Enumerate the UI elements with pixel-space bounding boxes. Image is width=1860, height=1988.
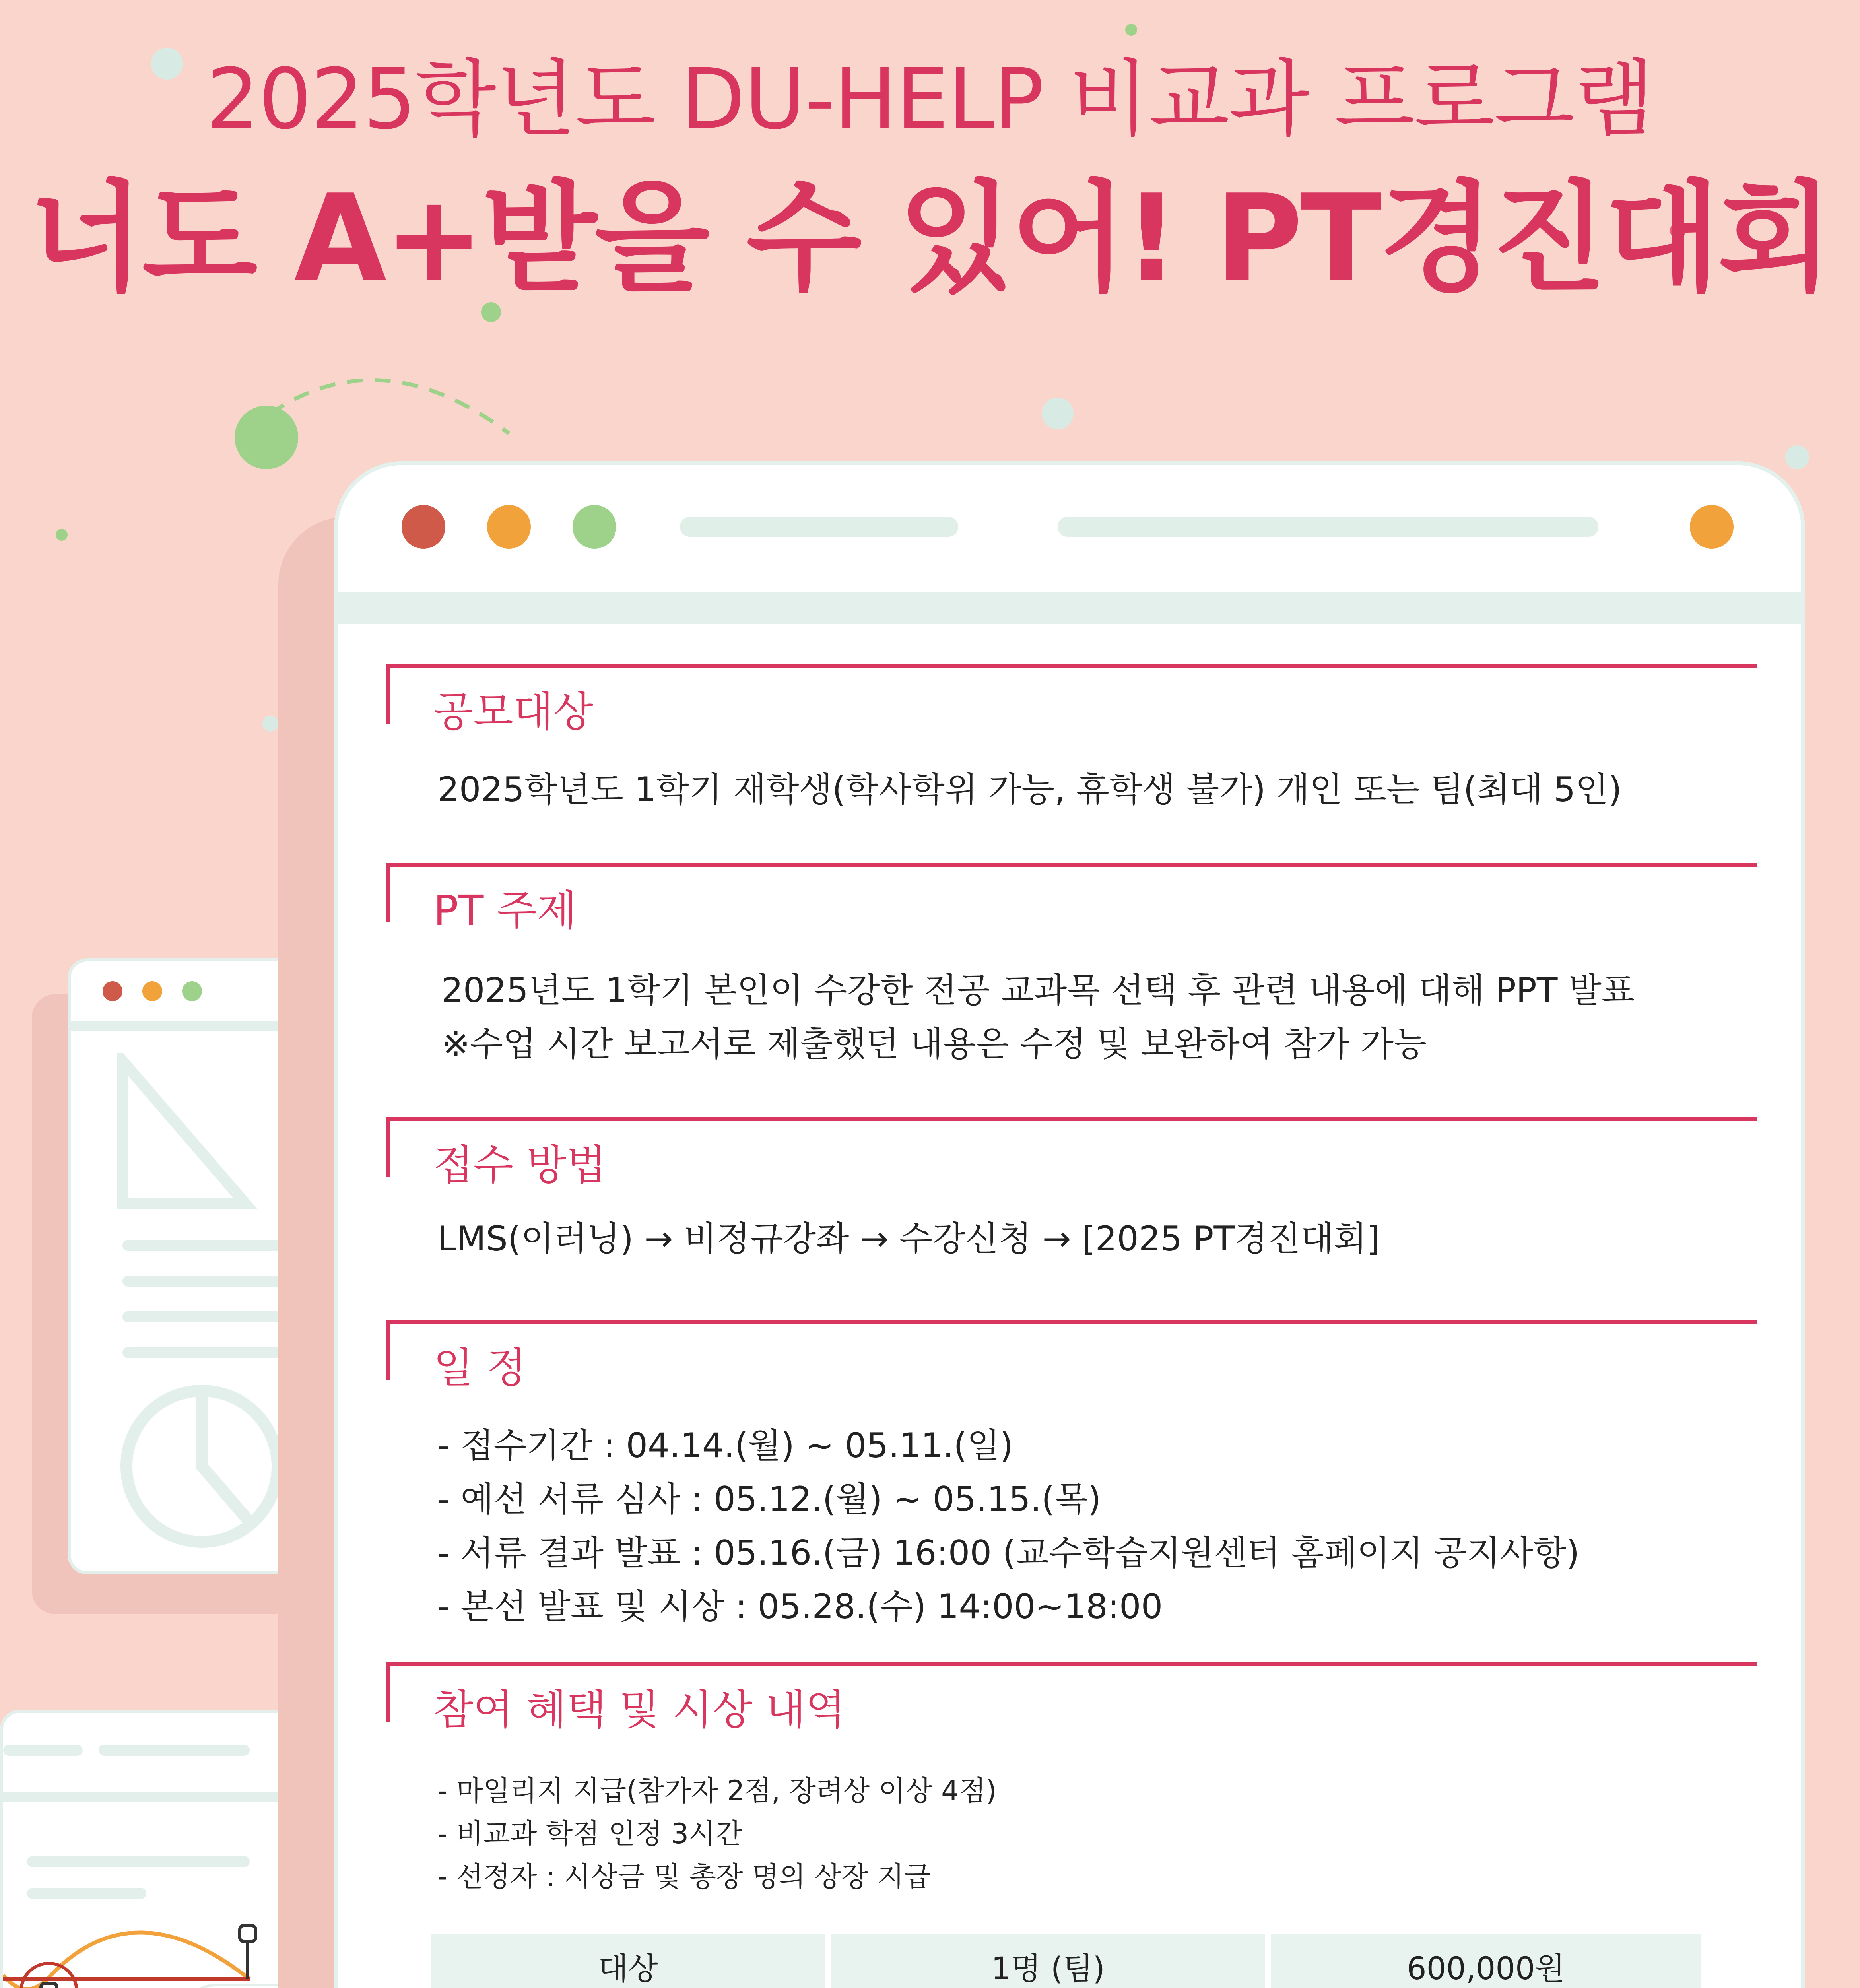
section-tick [386, 1117, 390, 1177]
section-title: 참여 혜택 및 시상 내역 [433, 1685, 846, 1734]
section-schedule [386, 1320, 1757, 1638]
benefit-item: - 마일리지 지급(참가자 2점, 장려상 이상 4점) [437, 1774, 997, 1807]
section-title: PT 주제 [433, 886, 577, 935]
schedule-item: - 본선 발표 및 시상 : 05.28.(수) 14:00~18:00 [437, 1587, 1163, 1627]
schedule-item: - 접수기간 : 04.14.(월) ~ 05.11.(일) [437, 1426, 1013, 1466]
maximize-dot-icon [573, 505, 616, 549]
section-line [386, 1662, 1757, 1666]
decor-dot [1125, 24, 1137, 36]
browser-window [334, 461, 1805, 1988]
schedule-item: - 예선 서류 심사 : 05.12.(월) ~ 05.15.(목) [437, 1479, 1101, 1519]
address-bar [1058, 517, 1598, 537]
section-title: 접수 방법 [433, 1141, 606, 1189]
prize-amount: 600,000원 [1271, 1934, 1701, 1988]
section-title: 일 정 [433, 1343, 526, 1392]
page-title: 너도 A+받을 수 있어! PT경진대회 [29, 169, 1831, 308]
section-benefits [386, 1662, 1757, 1940]
window-divider [338, 592, 1805, 624]
section-text: LMS(이러닝) → 비정규강좌 → 수강신청 → [2025 PT경진대회] [437, 1219, 1380, 1259]
prize-table [425, 1928, 1707, 1988]
section-tick [386, 863, 390, 922]
decor-dot [56, 529, 68, 541]
decor-dot [262, 716, 278, 732]
section-target [386, 664, 1757, 831]
section-line [386, 863, 1757, 867]
schedule-item: - 서류 결과 발표 : 05.16.(금) 16:00 (교수학습지원센터 홈페이지 공지사항) [437, 1533, 1580, 1573]
prize-award: 대상 [431, 1934, 825, 1988]
section-text: 2025년도 1학기 본인이 수강한 전공 교과목 선택 후 관련 내용에 대해 PPT 발표 [441, 971, 1635, 1010]
section-title: 공모대상 [433, 687, 593, 736]
section-topic [386, 863, 1757, 1085]
address-bar [680, 517, 958, 537]
prize-count: 1명 (팀) [831, 1934, 1265, 1988]
program-subtitle: 2025학년도 DU-HELP 비교과 프로그램 [206, 50, 1654, 148]
section-line [386, 1320, 1757, 1324]
close-dot-icon [402, 505, 445, 549]
table-row [431, 1934, 1701, 1988]
benefit-item: - 선정자 : 시상금 및 총장 명의 상장 지급 [437, 1860, 931, 1893]
section-line [386, 664, 1757, 668]
section-tick [386, 664, 390, 724]
minimize-dot-icon [487, 505, 531, 549]
benefit-item: - 비교과 학점 인정 3시간 [437, 1817, 743, 1850]
section-line [386, 1117, 1757, 1121]
section-note: ※수업 시간 보고서로 제출했던 내용은 수정 및 보완하여 참가 가능 [441, 1024, 1427, 1064]
section-tick [386, 1320, 390, 1380]
decor-dot [1042, 398, 1074, 429]
decor-graph-card [0, 1710, 294, 1988]
menu-dot-icon [1690, 505, 1734, 549]
section-apply [386, 1117, 1757, 1292]
section-tick [386, 1662, 390, 1722]
section-text: 2025학년도 1학기 재학생(학사학위 가능, 휴학생 불가) 개인 또는 팀(최대 5인) [437, 770, 1622, 810]
